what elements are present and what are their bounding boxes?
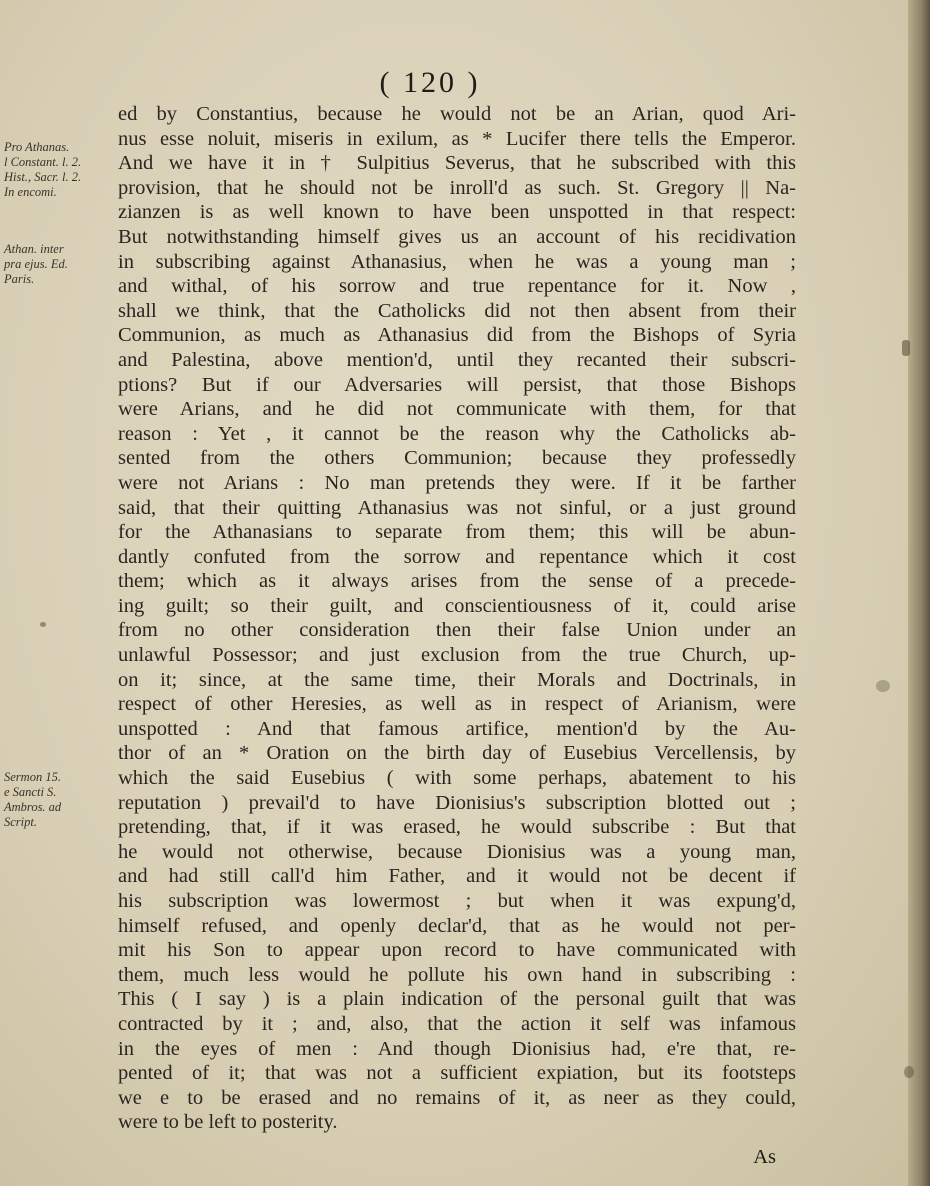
page-number: ( 120 )	[379, 66, 481, 99]
text-line: And we have it in † Sulpitius Severus, that he subscribed with this	[118, 152, 796, 175]
text-line: said, that their quitting Athanasius was not sinful, or a just ground	[118, 496, 796, 519]
text-line: were Arians, and he did not communicate with them, for that	[118, 398, 796, 421]
ink-spot	[902, 340, 910, 356]
page-edge-shadow	[908, 0, 930, 1186]
text-line: in subscribing against Athanasius, when he was a young man ;	[118, 250, 796, 273]
text-line: them; which as it always arises from the sense of a precede-	[118, 570, 796, 593]
margin-note: Athan. inter pra ejus. Ed. Paris.	[4, 242, 68, 286]
text-line: in the eyes of men : And though Dionisius had, e're that, re-	[118, 1037, 796, 1060]
text-line: and had still call'd him Father, and it would not be decent if	[118, 865, 796, 888]
text-line: pented of it; that was not a sufficient expiation, but its footsteps	[118, 1062, 796, 1085]
text-line: nus esse noluit, miseris in exilum, as * Lucifer there tells the Emperor.	[118, 127, 796, 150]
text-line: for the Athanasians to separate from them; this will be abun-	[118, 521, 796, 544]
text-line: unlawful Possessor; and just exclusion from the true Church, up-	[118, 644, 796, 667]
text-line: which the said Eusebius ( with some perhaps, abatement to his	[118, 767, 796, 790]
paper-stain	[876, 680, 890, 692]
text-line: reason : Yet , it cannot be the reason why the Catholicks ab-	[118, 422, 796, 445]
text-line: mit his Son to appear upon record to have communicated with	[118, 939, 796, 962]
text-line: sented from the others Communion; because they professedly	[118, 447, 796, 470]
text-line: thor of an * Oration on the birth day of Eusebius Vercellensis, by	[118, 742, 796, 765]
text-line: But notwithstanding himself gives us an account of his recidivation	[118, 225, 796, 248]
text-line: pretending, that, if it was erased, he would subscribe : But that	[118, 816, 796, 839]
text-line: were to be left to posterity.	[118, 1111, 338, 1134]
text-line: unspotted : And that famous artifice, mention'd by the Au-	[118, 717, 796, 740]
catchword: As	[753, 1146, 776, 1168]
text-line: respect of other Heresies, as well as in respect of Arianism, were	[118, 693, 796, 716]
text-line: we e to be erased and no remains of it, as neer as they could,	[118, 1086, 796, 1109]
ink-spot	[40, 622, 46, 627]
paper-stain	[904, 1066, 914, 1078]
text-line: were not Arians : No man pretends they were. If it be farther	[118, 471, 796, 494]
text-line: them, much less would he pollute his own hand in subscribing :	[118, 963, 796, 986]
text-line: his subscription was lowermost ; but when it was expung'd,	[118, 890, 796, 912]
text-line: dantly confuted from the sorrow and repentance which it cost	[118, 545, 796, 568]
text-line: he would not otherwise, because Dionisius was a young man,	[118, 840, 796, 863]
text-line: and withal, of his sorrow and true repentance for it. Now ,	[118, 275, 796, 298]
text-line: on it; since, at the same time, their Morals and Doctrinals, in	[118, 668, 796, 691]
text-line: ing guilt; so their guilt, and conscientiousness of it, could arise	[118, 594, 796, 617]
text-line: ed by Constantius, because he would not be an Arian, quod Ari-	[118, 103, 796, 125]
body-text	[118, 102, 796, 1135]
text-line: from no other consideration then their false Union under an	[118, 619, 796, 642]
text-line: provision, that he should not be inroll'd as such. St. Gregory || Na-	[118, 176, 796, 199]
text-line: and Palestina, above mention'd, until they recanted their subscri-	[118, 348, 796, 371]
text-line: contracted by it ; and, also, that the action it self was infamous	[118, 1012, 796, 1035]
text-line: ptions? But if our Adversaries will persist, that those Bishops	[118, 373, 796, 396]
text-line: This ( I say ) is a plain indication of the personal guilt that was	[118, 988, 796, 1011]
text-line: himself refused, and openly declar'd, that as he would not per-	[118, 914, 796, 937]
text-line: shall we think, that the Catholicks did not then absent from their	[118, 299, 796, 322]
margin-note: Sermon 15. e Sancti S. Ambros. ad Script.	[4, 770, 62, 829]
text-line: reputation ) prevail'd to have Dionisius's subscription blotted out ;	[118, 791, 796, 814]
text-line: zianzen is as well known to have been unspotted in that respect:	[118, 201, 796, 224]
margin-note: Pro Athanas. l Constant. l. 2. Hist., Sacr. l. 2. In encomi.	[4, 140, 82, 199]
text-line: Communion, as much as Athanasius did from the Bishops of Syria	[118, 324, 796, 347]
